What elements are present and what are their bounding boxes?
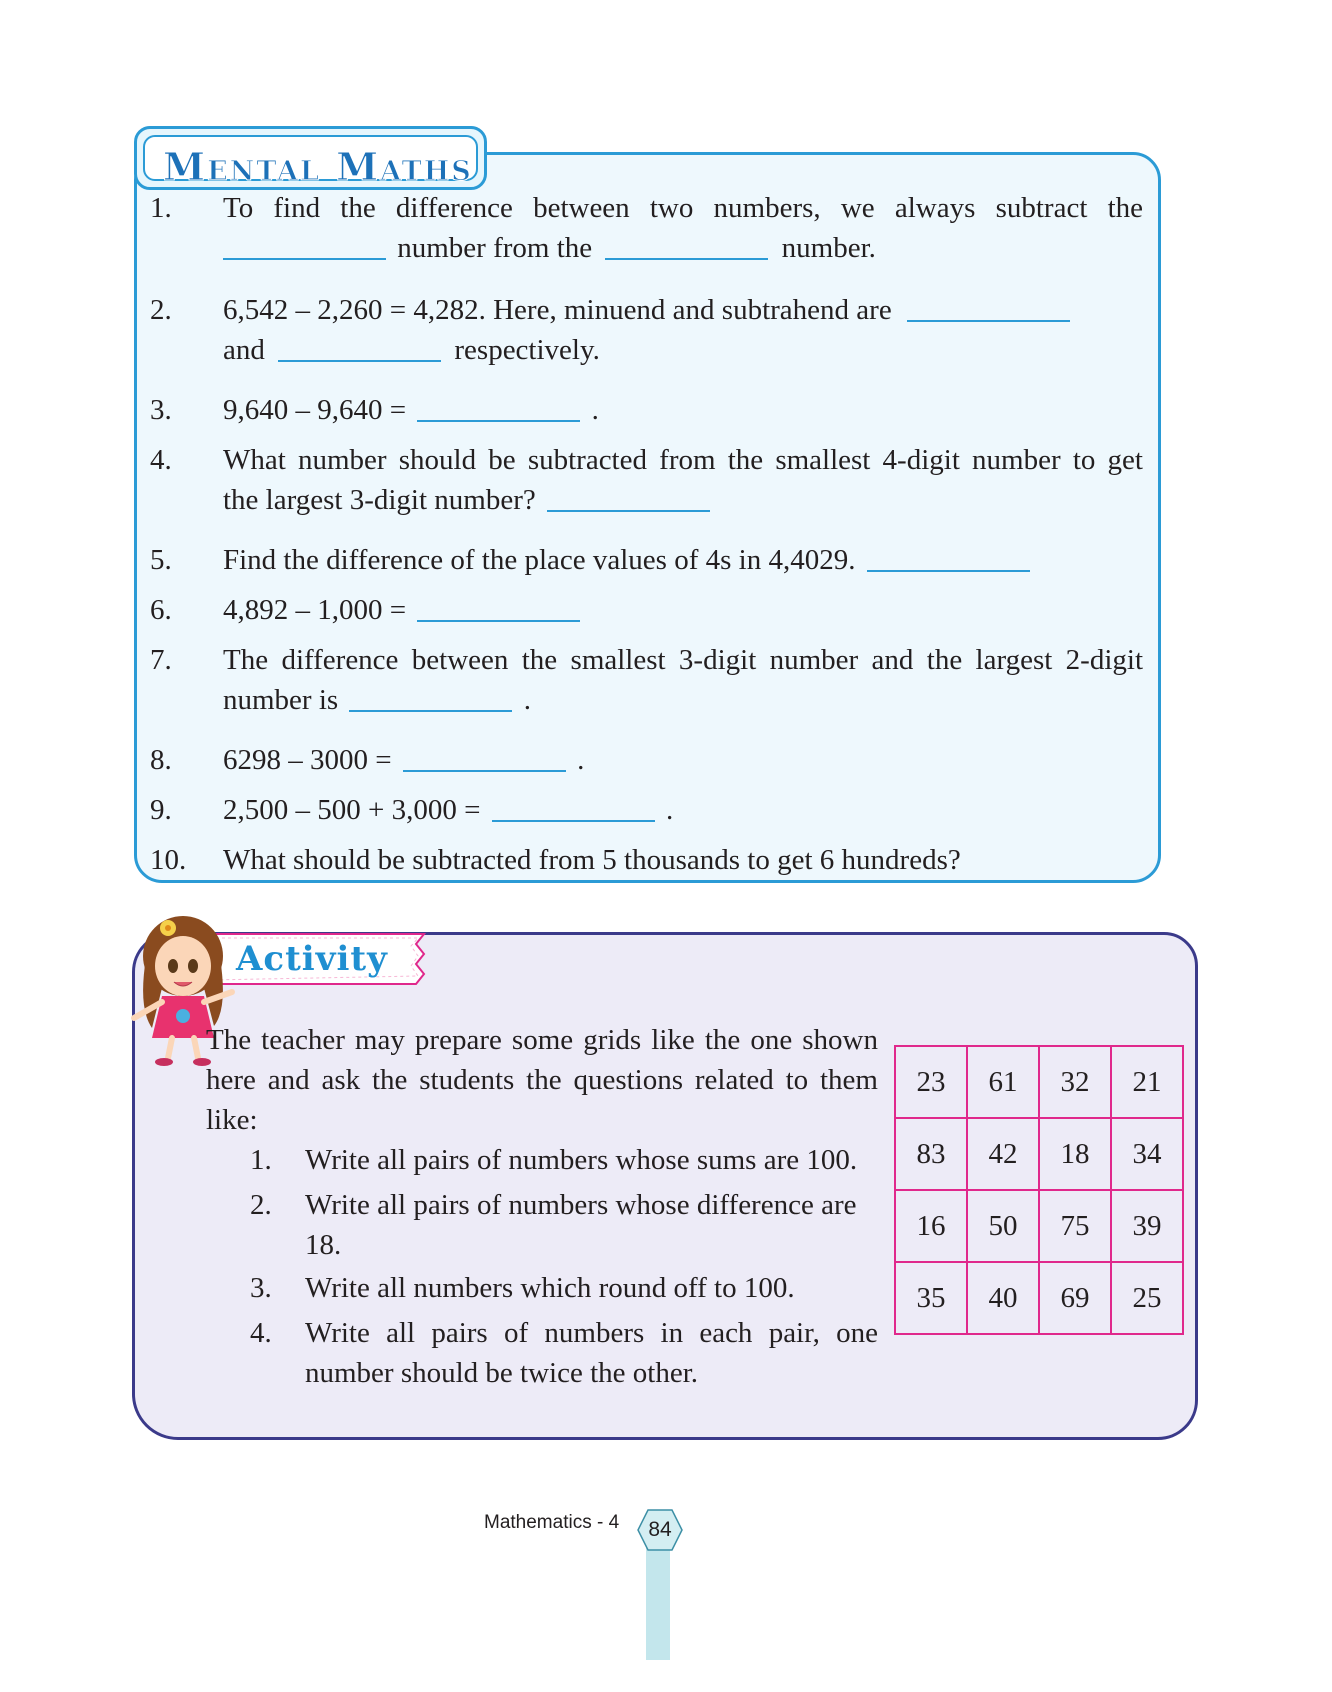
grid-row: [895, 1190, 1183, 1262]
answer-blank[interactable]: [417, 420, 580, 422]
answer-blank[interactable]: [349, 710, 512, 712]
question-text-part: 4,892 – 1,000 =: [223, 594, 407, 626]
grid-cell: 34: [1111, 1118, 1183, 1190]
question-text: [223, 590, 1143, 630]
footer-book-title: Mathematics - 4: [484, 1512, 620, 1533]
grid-row: [895, 1046, 1183, 1118]
page-tab-strip: [646, 1545, 670, 1660]
question-text-part: .: [523, 684, 531, 716]
question-number: 1.: [150, 192, 172, 224]
question-text-part: 9,640 – 9,640 =: [223, 394, 407, 426]
question-text-part: .: [577, 744, 585, 776]
question-text-part: and: [223, 334, 265, 366]
question-text: What number should be subtracted from the smallest 4-digit number to get: [223, 444, 1143, 476]
question-text-part: the largest 3-digit number?: [223, 484, 536, 516]
grid-cell: 32: [1039, 1046, 1111, 1118]
answer-blank[interactable]: [605, 258, 768, 260]
question-text: [223, 290, 1143, 330]
grid-row: [895, 1262, 1183, 1334]
answer-blank[interactable]: [403, 770, 566, 772]
answer-blank[interactable]: [867, 570, 1030, 572]
grid-cell: 50: [967, 1190, 1039, 1262]
question-text-continued: [223, 330, 1143, 370]
grid-cell: 18: [1039, 1118, 1111, 1190]
activity-title: Activity: [236, 939, 388, 979]
question-text: [223, 790, 1143, 830]
grid-cell: 42: [967, 1118, 1039, 1190]
grid-cell: 75: [1039, 1190, 1111, 1262]
grid-cell: 16: [895, 1190, 967, 1262]
mental-maths-title: Mental Maths: [163, 144, 473, 189]
answer-blank[interactable]: [907, 320, 1070, 322]
question-number: 7.: [150, 644, 172, 676]
question-text-continued: [223, 480, 1143, 520]
activity-item-text: Write all pairs of numbers whose sums are 100.: [305, 1144, 858, 1176]
question-text: [223, 740, 1143, 780]
question-text-part: 2,500 – 500 + 3,000 =: [223, 794, 481, 826]
grid-cell: 61: [967, 1046, 1039, 1118]
mental-maths-title-tab: [134, 126, 487, 190]
answer-blank[interactable]: [223, 258, 386, 260]
activity-item-text: Write all pairs of numbers in each pair, one number should be twice the other.: [305, 1317, 878, 1389]
question-text-continued: [223, 680, 1143, 720]
question-number: 5.: [150, 544, 172, 576]
activity-item-text: Write all numbers which round off to 100.: [305, 1272, 795, 1304]
activity-intro: The teacher may prepare some grids like the one shown here and ask the students the questions related to them like:: [206, 1024, 878, 1136]
grid-cell: 35: [895, 1262, 967, 1334]
question-text-part: .: [665, 794, 674, 826]
answer-blank[interactable]: [417, 620, 580, 622]
grid-cell: 40: [967, 1262, 1039, 1334]
question-number: 2.: [150, 294, 172, 326]
question-number: 4.: [150, 444, 172, 476]
grid-cell: 25: [1111, 1262, 1183, 1334]
question-text-part: number is: [223, 684, 339, 716]
question-text-part: .: [591, 394, 599, 426]
grid-cell: 39: [1111, 1190, 1183, 1262]
question-text: To find the difference between two numbers, we always subtract the: [223, 192, 1143, 224]
question-number: 6.: [150, 594, 172, 626]
activity-item-number: 4.: [250, 1317, 272, 1349]
question-text-part: number.: [781, 232, 876, 264]
question-number: 9.: [150, 794, 172, 826]
answer-blank[interactable]: [547, 510, 710, 512]
grid-cell: 21: [1111, 1046, 1183, 1118]
question-text-part: Find the difference of the place values of 4s in 4,4029.: [223, 544, 856, 576]
question-text-part: respectively.: [454, 334, 600, 366]
question-number: 8.: [150, 744, 172, 776]
answer-blank[interactable]: [492, 820, 655, 822]
question-number: 10.: [150, 844, 187, 876]
number-grid: [894, 1045, 1184, 1335]
question-text-part: 6298 – 3000 =: [223, 744, 392, 776]
grid-cell: 23: [895, 1046, 967, 1118]
activity-item-text: Write all pairs of numbers whose difference are 18.: [305, 1189, 857, 1261]
question-text: What should be subtracted from 5 thousands to get 6 hundreds?: [223, 844, 961, 876]
question-text: The difference between the smallest 3-digit number and the largest 2-digit: [223, 644, 1143, 676]
question-text: [223, 390, 1143, 430]
grid-cell: 83: [895, 1118, 967, 1190]
answer-blank[interactable]: [278, 360, 441, 362]
activity-item-number: 3.: [250, 1272, 272, 1304]
question-text-part: number from the: [397, 232, 593, 264]
question-text-continued: [223, 228, 1143, 268]
question-text-part: 6,542 – 2,260 = 4,282. Here, minuend and subtrahend are: [223, 294, 892, 326]
grid-row: [895, 1118, 1183, 1190]
activity-item-number: 1.: [250, 1144, 272, 1176]
question-number: 3.: [150, 394, 172, 426]
grid-cell: 69: [1039, 1262, 1111, 1334]
page-number: 84: [648, 1518, 672, 1541]
mental-maths-title-inner: [143, 135, 478, 189]
question-text: [223, 540, 1143, 580]
activity-item-number: 2.: [250, 1189, 272, 1221]
